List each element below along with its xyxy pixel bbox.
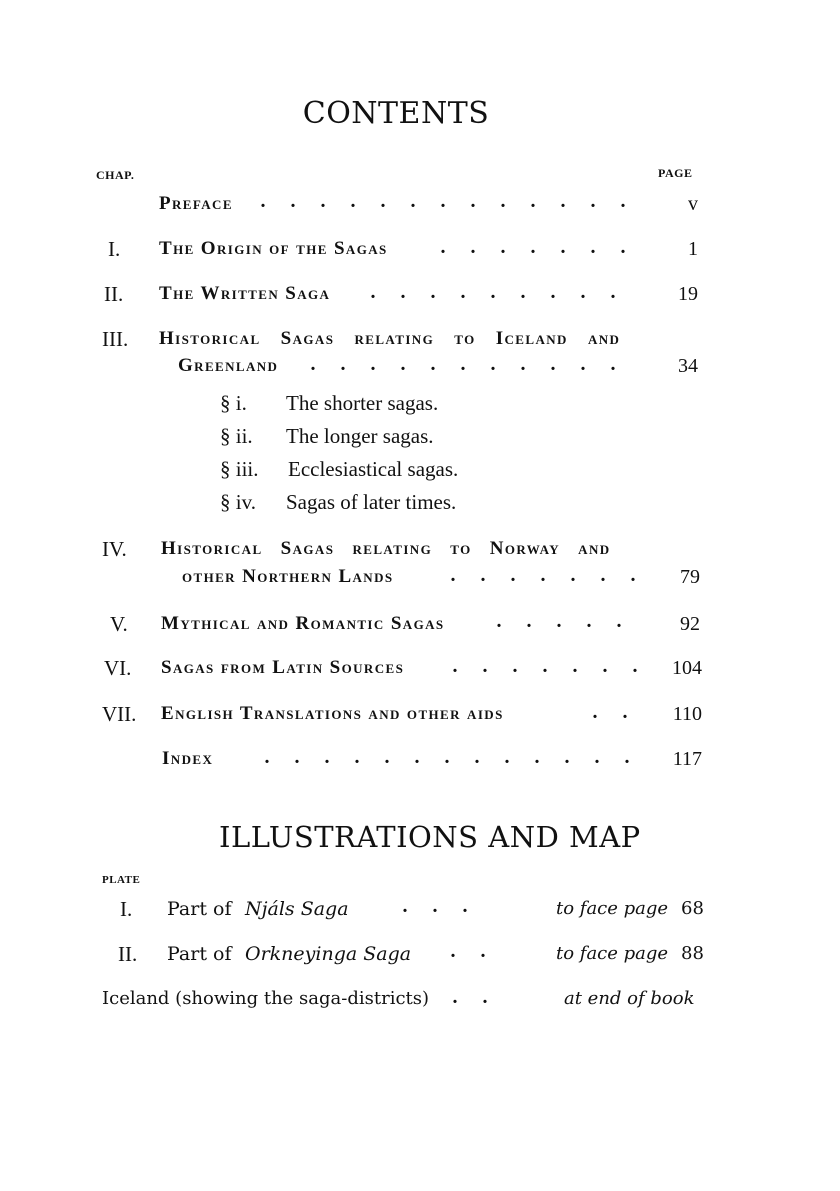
toc-entry-preface: Preface xyxy=(159,193,233,214)
leader-dots: . . . . . xyxy=(496,610,622,632)
leader-dots: . . . . . . . . . . . xyxy=(310,353,616,375)
toc-page: 19 xyxy=(678,283,698,305)
plate-prefix: Part of xyxy=(167,898,232,920)
plate-number: II. xyxy=(118,942,138,966)
leader-dots: . . . . . . . . . xyxy=(370,281,616,303)
subsection-text: Ecclesiastical sagas. xyxy=(288,457,459,481)
toc-page: 110 xyxy=(672,703,702,725)
toc-page: 34 xyxy=(678,355,698,377)
plate-label: PLATE xyxy=(102,874,141,886)
chapter-number: I. xyxy=(108,237,121,261)
toc-page-preface: v xyxy=(688,193,698,215)
chapter-number: IV. xyxy=(102,537,127,561)
leader-dots: . . . . . . . xyxy=(452,655,638,677)
illustrations-title: ILLUSTRATIONS AND MAP xyxy=(219,820,641,854)
toc-entry-title-continued: Greenland xyxy=(178,355,279,376)
leader-dots: . . xyxy=(450,940,486,962)
toc-entry-title: The Origin of the Sagas xyxy=(159,238,388,259)
map-location: at end of book xyxy=(564,988,695,1009)
leader-dots: . . xyxy=(592,701,628,723)
toc-entry-title: Mythical and Romantic Sagas xyxy=(161,613,445,634)
plate-page: 68 xyxy=(681,898,704,919)
subsection-text: The longer sagas. xyxy=(286,424,434,448)
plate-title: Njáls Saga xyxy=(245,898,349,920)
chapter-number: VI. xyxy=(104,656,132,680)
leader-dots: . . . . . . . . . . . . . xyxy=(264,746,630,768)
chap-label: CHAP. xyxy=(96,168,135,182)
toc-entry-title: Sagas from Latin Sources xyxy=(161,657,405,678)
toc-page: 1 xyxy=(688,238,698,260)
subsection-mark: § iv. xyxy=(220,490,256,514)
leader-dots: . . . xyxy=(402,895,468,917)
toc-page: 104 xyxy=(672,657,702,679)
plate-number: I. xyxy=(120,897,133,921)
leader-dots: . . xyxy=(452,986,488,1008)
toc-page: 79 xyxy=(680,566,700,588)
leader-dots: . . . . . . . xyxy=(450,564,636,586)
map-entry: Iceland (showing the saga-districts) xyxy=(102,988,430,1009)
plate-title: Orkneyinga Saga xyxy=(245,943,412,965)
subsection-mark: § iii. xyxy=(220,457,259,481)
chapter-number: V. xyxy=(110,612,128,636)
subsection-mark: § ii. xyxy=(220,424,253,448)
toc-entry-title: English Translations and other aids xyxy=(161,703,504,724)
toc-entry-title: Historical Sagas relating to Norway and xyxy=(161,538,611,559)
contents-title: CONTENTS xyxy=(302,96,490,131)
subsection-text: Sagas of later times. xyxy=(286,490,457,514)
leader-dots: . . . . . . . xyxy=(440,236,626,258)
subsection-mark: § i. xyxy=(220,391,247,415)
plate-location: to face page xyxy=(556,943,669,964)
plate-location: to face page xyxy=(556,898,669,919)
toc-entry-title: The Written Saga xyxy=(159,283,331,304)
toc-entry-index: Index xyxy=(162,748,214,769)
toc-page: 92 xyxy=(680,613,700,635)
toc-entry-title: Historical Sagas relating to Iceland and xyxy=(159,328,621,349)
plate-page: 88 xyxy=(681,943,704,964)
page-label: PAGE xyxy=(658,166,693,180)
toc-page-index: 117 xyxy=(672,748,702,770)
chapter-number: III. xyxy=(102,327,129,351)
toc-entry-title-continued: other Northern Lands xyxy=(182,566,394,587)
leader-dots: . . . . . . . . . . . . . xyxy=(260,190,626,212)
plate-prefix: Part of xyxy=(167,943,232,965)
chapter-number: VII. xyxy=(102,702,137,726)
chapter-number: II. xyxy=(104,282,124,306)
subsection-text: The shorter sagas. xyxy=(286,391,439,415)
